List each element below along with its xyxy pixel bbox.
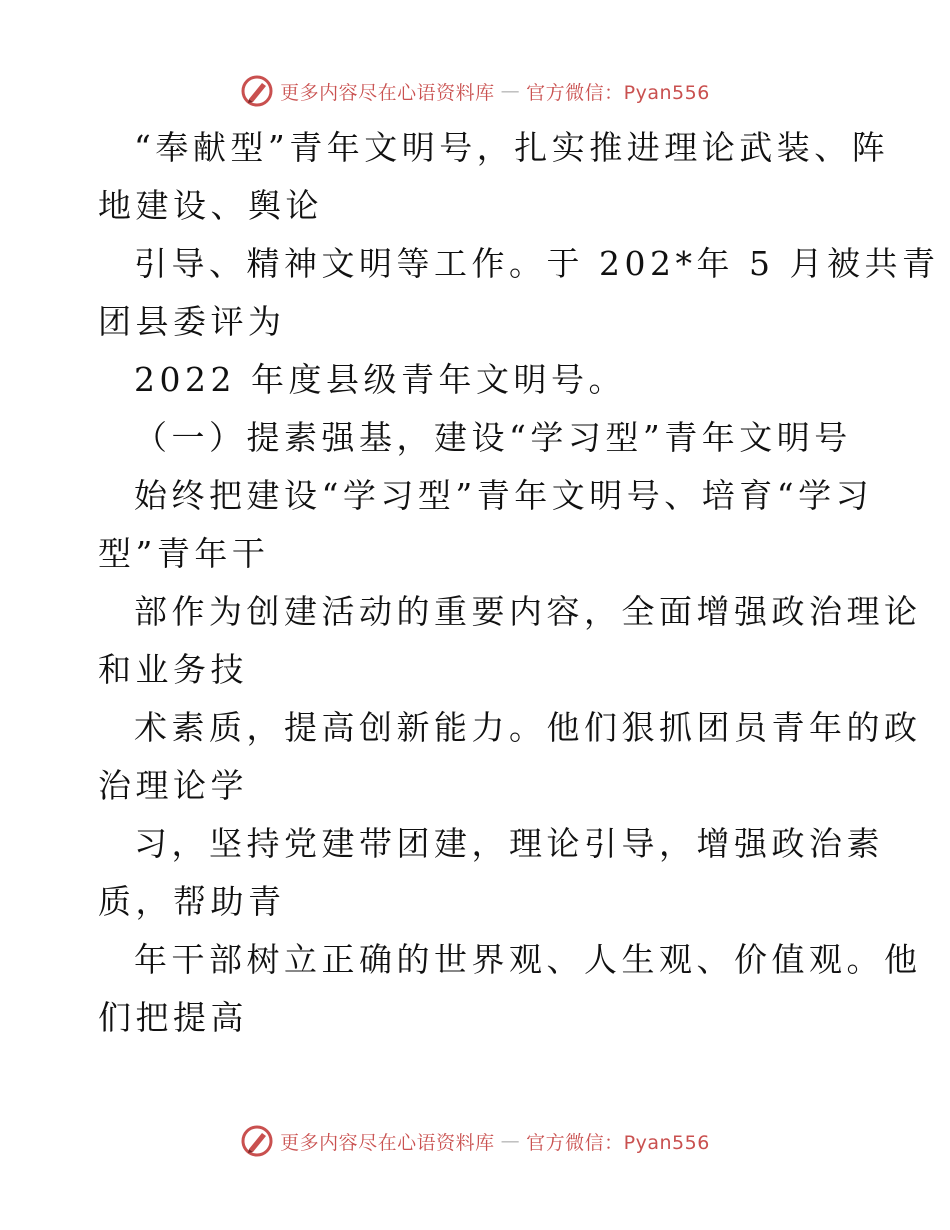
body-line-9: 部作为创建活动的重要内容，全面增强政治理论 (134, 592, 922, 631)
body-line-4: 团县委评为 (98, 302, 286, 341)
banner-title: 更多内容尽在心语资料库 (280, 81, 495, 104)
footer-banner (0, 1121, 950, 1161)
banner-separator: — (500, 80, 521, 102)
body-line-13: 习，坚持党建带团建，理论引导，增强政治素 (134, 824, 884, 863)
banner-wechat: 官方微信：Pyan556 (526, 1131, 710, 1154)
section-heading: （一）提素强基，建设“学习型”青年文明号 (134, 418, 852, 457)
body-line-3: 引导、精神文明等工作。于 202*年 5 月被共青 (134, 244, 940, 283)
body-line-8: 型”青年干 (98, 534, 270, 573)
body-line-2: 地建设、舆论 (98, 186, 323, 225)
body-line-15: 年干部树立正确的世界观、人生观、价值观。他 (134, 940, 922, 979)
body-line-10: 和业务技 (98, 650, 248, 689)
banner-separator: — (500, 1130, 521, 1152)
body-line-1: “奉献型”青年文明号，扎实推进理论武装、阵 (134, 128, 890, 167)
pen-in-circle-logo-icon (240, 1124, 274, 1158)
body-line-12: 治理论学 (98, 766, 248, 805)
banner-wechat: 官方微信：Pyan556 (526, 81, 710, 104)
body-line-5: 2022 年度县级青年文明号。 (134, 360, 626, 399)
header-banner (0, 71, 950, 111)
body-line-14: 质，帮助青 (98, 882, 286, 921)
body-line-11: 术素质，提高创新能力。他们狠抓团员青年的政 (134, 708, 922, 747)
body-line-7: 始终把建设“学习型”青年文明号、培育“学习 (134, 476, 874, 515)
body-line-16: 们把提高 (98, 998, 248, 1037)
pen-in-circle-logo-icon (240, 74, 274, 108)
banner-title: 更多内容尽在心语资料库 (280, 1131, 495, 1154)
